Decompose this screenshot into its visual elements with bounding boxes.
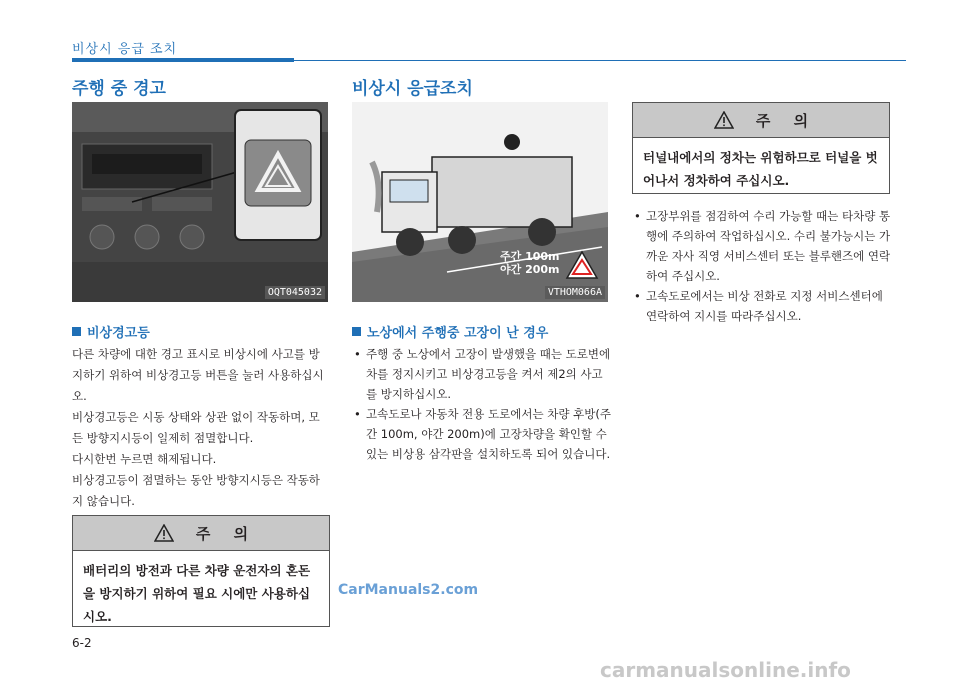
hazard-button-photo <box>72 102 328 302</box>
caution-box-tunnel <box>632 102 890 194</box>
square-bullet-icon <box>72 327 81 336</box>
subheading-text: 비상경고등 <box>87 326 150 341</box>
paragraph: 다른 차량에 대한 경고 표시로 비상시에 사고를 방지하기 위하여 비상경고등 버튼을 눌러 사용하십시오. <box>72 347 324 403</box>
caution-text: 배터리의 방전과 다른 차량 운전자의 혼돈을 방지하기 위하여 필요 시에만 사용하십시오. <box>83 563 311 624</box>
paragraph: 비상경고등은 시동 상태와 상관 없이 작동하며, 모든 방향지시등이 일제히 점멸합니다. <box>72 410 320 445</box>
caution-title: 주 의 <box>755 111 809 130</box>
square-bullet-icon <box>352 327 361 336</box>
section-title-driving-warning: 주행 중 경고 <box>72 79 166 99</box>
header-rule-thin <box>294 60 906 61</box>
warning-triangle-icon <box>154 524 174 542</box>
list-item: • 고속도로에서는 비상 전화로 지정 서비스센터에 연락하여 지시를 따라주십시오. <box>632 286 894 326</box>
subheading-road-breakdown <box>352 322 548 341</box>
list-item: • 주행 중 노상에서 고장이 발생했을 때는 도로변에 차를 정지시키고 비상경고등을 켜서 제2의 사고를 방지하십시오. <box>352 344 612 404</box>
hazard-description <box>72 344 330 512</box>
caution-title: 주 의 <box>195 524 249 543</box>
subheading-text: 노상에서 주행중 고장이 난 경우 <box>367 326 549 341</box>
repair-bullet-list <box>632 206 894 326</box>
list-item: • 고속도로나 자동차 전용 도로에서는 차량 후방(주간 100m, 야간 200m)에 고장차량을 확인할 수 있는 비상용 삼각판을 설치하도록 되어 있습니다. <box>352 404 612 464</box>
paragraph: 다시한번 누르면 해제됩니다. <box>72 452 217 466</box>
dashboard-illustration <box>72 102 328 302</box>
running-title: 비상시 응급 조치 <box>72 42 178 57</box>
distance-day: 주간 100m <box>500 250 560 263</box>
image-code: OQT045032 <box>265 286 325 299</box>
page-number: 6-2 <box>72 636 92 650</box>
warning-triangle-icon <box>714 111 734 129</box>
image-code: VTHOM066A <box>545 286 605 299</box>
breakdown-illustration <box>352 102 608 302</box>
watermark-carmanuals2: CarManuals2.com <box>338 582 479 598</box>
distance-labels <box>500 250 560 276</box>
caution-box-battery <box>72 515 330 627</box>
paragraph: 비상경고등이 점멸하는 동안 방향지시등은 작동하지 않습니다. <box>72 473 320 508</box>
list-item: • 고장부위를 점검하여 수리 가능할 때는 타차량 통행에 주의하여 작업하십시오. 수리 불가능시는 가까운 자사 직영 서비스센터 또는 블루핸즈에 연락하여 주십시오. <box>632 206 894 286</box>
truck-triangle-illustration <box>352 102 608 302</box>
caution-header <box>73 516 329 551</box>
header-rule-thick <box>72 58 294 62</box>
distance-night: 야간 200m <box>500 263 560 276</box>
caution-header <box>633 103 889 138</box>
caution-text: 터널내에서의 정차는 위험하므로 터널을 벗어나서 정차하여 주십시오. <box>643 150 878 188</box>
section-title-emergency: 비상시 응급조치 <box>352 79 473 99</box>
watermark-carmanualsonline: carmanualsonline.info <box>600 658 851 682</box>
subheading-hazard-lights <box>72 322 150 341</box>
breakdown-bullet-list <box>352 344 612 464</box>
